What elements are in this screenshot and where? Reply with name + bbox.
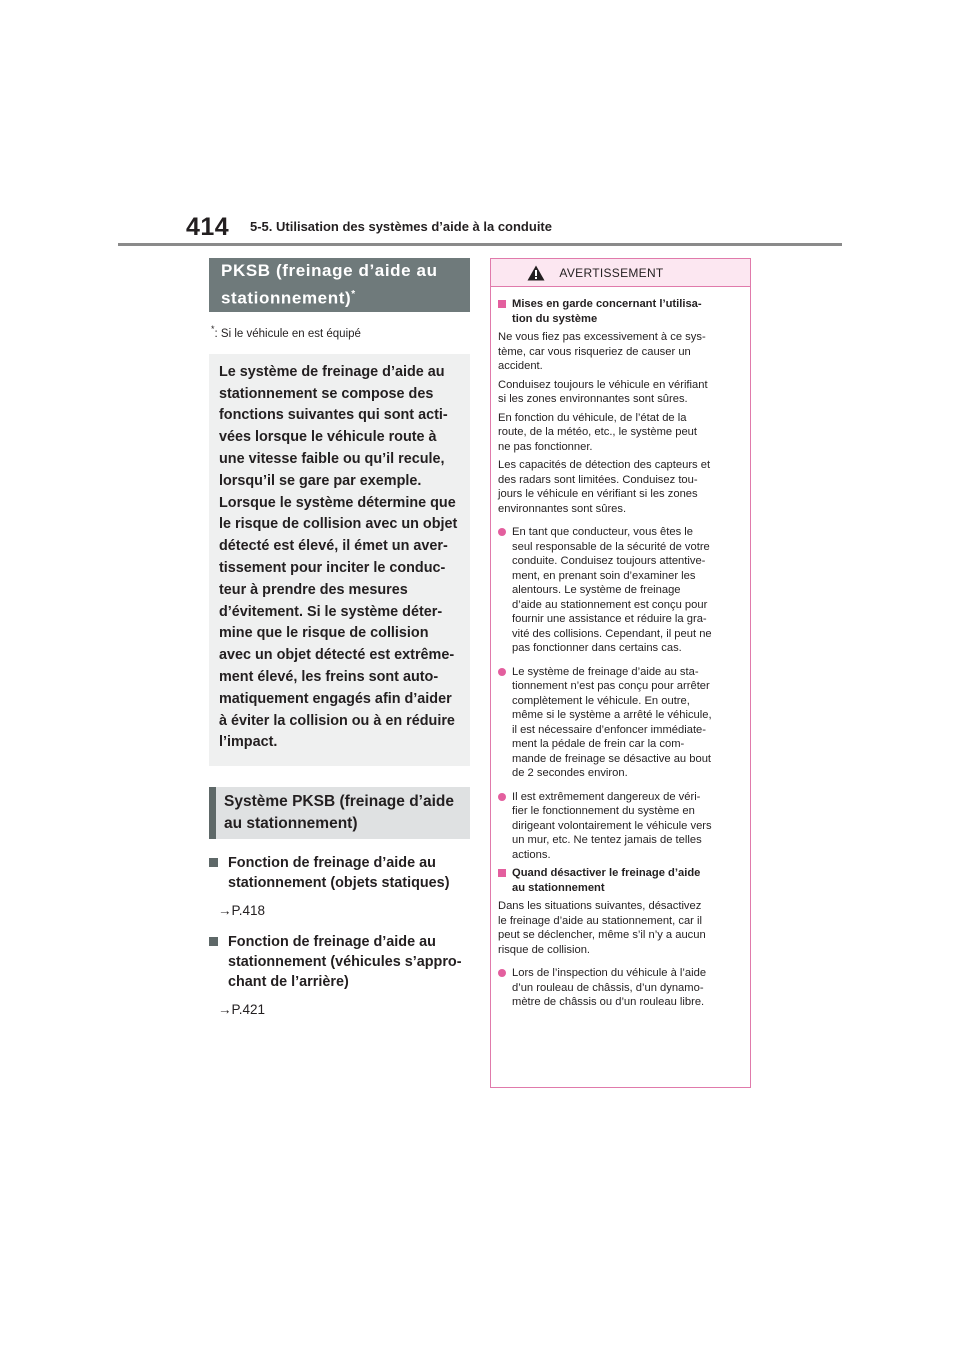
header-rule [118,243,842,246]
intro-line: Le système de freinage d’aide au [219,363,445,380]
warning-paragraph [498,411,743,455]
footnote: *: Si le véhicule en est équipé [211,324,361,340]
subsection-title-line: Fonction de freinage d’aide au [228,934,436,951]
warning-line: fournir une assistance et réduire la gra- [512,613,707,625]
warning-line: tionnement n’est pas conçu pour arrêter [512,680,710,692]
warning-line: jours le véhicule en vérifiant si les zones [498,488,698,500]
warning-line: Mises en garde concernant l’utilisa- [512,298,702,310]
intro-line: matiquement engagés afin d’aider [219,690,452,707]
intro-line: Lorsque le système détermine que [219,494,456,511]
subsection-list [209,853,470,1017]
warning-title: AVERTISSEMENT [559,265,664,280]
section-title-pksb [209,258,470,312]
footnote-mark: * [211,324,215,334]
warning-line: ment la pédale de frein car la com- [512,738,685,750]
warning-line: Les capacités de détection des capteurs et [498,459,711,471]
warning-line: dirigeant volontairement le véhicule vers [512,819,712,832]
warning-line: conduite. Conduisez toujours attentive- [512,555,706,567]
warning-paragraph [498,899,743,957]
warning-line: le freinage d’aide au stationnement, car il [498,914,702,927]
intro-line: une vitesse faible ou qu’il recule, [219,451,445,468]
warning-line: vité des collisions. Cependant, il peut ne [512,627,712,640]
warning-line: Ne vous fiez pas excessivement à ce sys- [498,331,706,343]
subsection-title [228,853,449,893]
warning-box [490,258,751,1088]
warning-text [498,458,743,516]
warning-paragraph [498,458,743,516]
warning-line: risque de collision. [498,943,591,956]
warning-text [498,411,743,455]
square-bullet-icon [498,869,506,877]
warning-line: Il est extrêmement dangereux de véri- [512,790,701,803]
circle-bullet-icon [498,969,506,977]
intro-line: avec un objet détecté est extrême- [219,647,455,664]
page-number: 414 [186,213,230,241]
intro-line: l’impact. [219,734,278,751]
intro-line: d’évitement. Si le système déter- [219,603,443,620]
warning-line: des radars sont limitées. Conduisez tou- [498,473,698,486]
warning-line: tion du système [512,312,598,325]
page-reference: →P.421 [218,1002,266,1018]
warning-bullet-item [498,525,743,656]
warning-line: alentours. Le système de freinage [512,584,681,596]
warning-line: route, de la météo, etc., le système peut [498,426,697,438]
intro-line: détecté est élevé, il émet un aver- [219,538,448,555]
square-bullet-icon [209,858,218,867]
warning-line: Dans les situations suivantes, désactivez [498,900,702,912]
warning-line: En tant que conducteur, vous êtes le [512,526,693,538]
intro-line: stationnement se compose des [219,385,434,402]
section-title-system [209,787,470,839]
intro-box [209,354,470,766]
circle-bullet-icon [498,668,506,676]
warning-line: ne pas fonctionner. [498,440,593,453]
warning-subheading [498,866,743,895]
warning-text [498,899,743,957]
subsection-heading [209,932,470,992]
intro-line: mine que le risque de collision [219,625,429,642]
warning-text [512,966,706,1010]
warning-text [512,525,712,656]
subsection-title-line: stationnement (objets statiques) [228,875,450,892]
intro-line: fonctions suivantes qui sont acti- [219,407,448,424]
section-title-line: Système PKSB (freinage d’aide [224,793,454,811]
warning-line: Quand désactiver le freinage d’aide [512,867,701,879]
warning-subheading [498,297,743,326]
circle-bullet-icon [498,528,506,536]
warning-line: En fonction du véhicule, de l’état de la [498,411,687,424]
warning-body [491,287,750,1010]
warning-text [512,790,712,863]
section-title-line: stationnement)* [221,288,356,308]
warning-bullet-item [498,966,743,1010]
warning-line: tème, car vous risqueriez de causer un [498,345,691,358]
subsection-heading [209,853,470,893]
warning-line: seul responsable de la sécurité de votre [512,540,710,553]
warning-line: de 2 secondes environ. [512,767,628,779]
subsection-title [228,932,462,992]
intro-line: le risque de collision avec un objet [219,516,458,533]
intro-line: lorsqu’il se gare par exemple. [219,472,422,489]
warning-line: accident. [498,360,543,372]
subsection-title-line: stationnement (véhicules s’appro- [228,954,462,971]
running-header: 5-5. Utilisation des systèmes d’aide à la conduite [250,219,552,234]
warning-line: si les zones environnantes sont sûres. [498,393,688,405]
intro-line: ment élevé, les freins sont auto- [219,668,439,685]
square-bullet-icon [498,300,506,308]
circle-bullet-icon [498,793,506,801]
left-column [209,258,470,1017]
warning-bullet-item [498,790,743,863]
warning-triangle-icon [527,265,545,281]
intro-line: à éviter la collision ou à en réduire [219,712,455,729]
warning-paragraph [498,378,743,407]
subsection-title-line: Fonction de freinage d’aide au [228,855,436,872]
warning-header [491,259,750,287]
section-title-line: PKSB (freinage d’aide au [221,261,438,281]
warning-line: peut se déclencher, même s’il n’y a aucun [498,929,706,941]
warning-line: Conduisez toujours le véhicule en vérifiant [498,378,708,391]
warning-line: Lors de l’inspection du véhicule à l’aide [512,967,707,979]
warning-line: actions. [512,848,551,861]
warning-line: même si le système a arrêté le véhicule, [512,709,712,721]
warning-line: Le système de freinage d’aide au sta- [512,665,699,678]
warning-text [498,378,743,407]
warning-line: au stationnement [512,881,605,894]
warning-text [512,665,712,781]
intro-line: tissement pour inciter le conduc- [219,560,446,576]
warning-line: complètement le véhicule. En outre, [512,694,690,707]
warning-text [498,330,743,374]
warning-line: il est nécessaire d’enfoncer immédiate- [512,723,707,736]
warning-line: fier le fonctionnement du système en [512,805,695,817]
intro-line: teur à prendre des mesures [219,581,408,598]
intro-line: vées lorsque le véhicule route à [219,429,437,446]
page-reference: →P.418 [218,903,266,919]
warning-bullet-item [498,665,743,781]
warning-line: environnantes sont sûres. [498,502,627,515]
warning-line: ment, en prenant soin d’examiner les [512,569,696,582]
warning-line: mande de freinage se désactive au bout [512,752,712,765]
warning-line: mètre de châssis ou d’un rouleau libre. [512,996,705,1008]
warning-line: un mur, etc. Ne tentez jamais de telles [512,834,702,846]
warning-paragraph [498,330,743,374]
warning-text [512,866,700,895]
warning-line: pas fonctionner dans certains cas. [512,642,682,654]
footnote-mark: * [351,289,356,301]
warning-line: d’aide au stationnement est conçu pour [512,598,708,611]
square-bullet-icon [209,937,218,946]
warning-text [512,297,702,326]
subsection-title-line: chant de l’arrière) [228,974,349,991]
section-title-line: au stationnement) [224,815,358,833]
warning-line: d’un rouleau de châssis, d’un dynamo- [512,981,704,994]
